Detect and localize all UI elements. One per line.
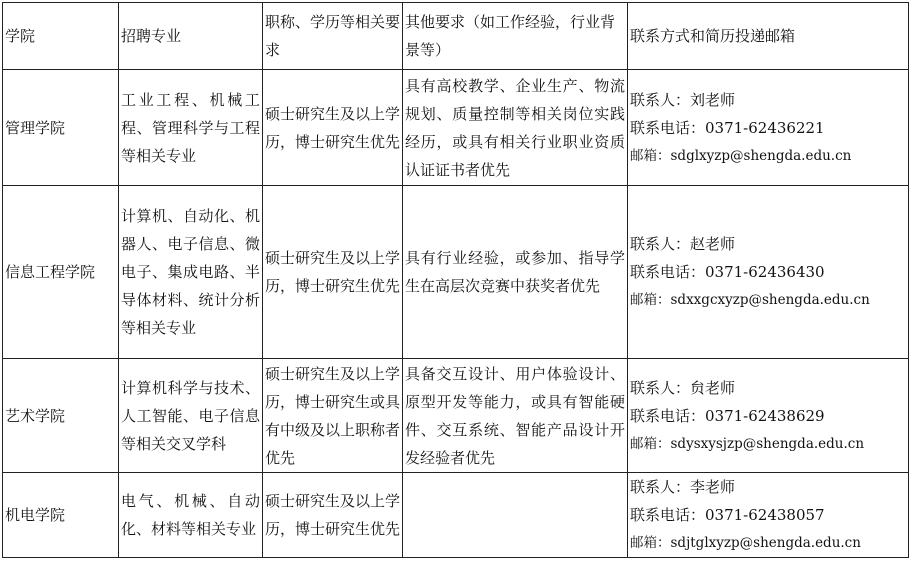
- contact-phone: 联系电话：0371-62438057: [630, 506, 825, 524]
- other-cell: [403, 473, 628, 558]
- contact-person: 联系人：贠老师: [630, 378, 736, 397]
- header-contact: 联系方式和简历投递邮箱: [628, 3, 909, 70]
- contact-person: 联系人：赵老师: [630, 235, 736, 253]
- college-cell: 信息工程学院: [3, 186, 119, 359]
- major-cell: 电气、机械、自动化、材料等相关专业: [119, 473, 263, 558]
- other-cell: 具有高校教学、企业生产、物流规划、质量控制等相关岗位实践经历，或具有相关行业职业资质认证证书者优先: [403, 70, 628, 186]
- contact-email: 邮箱：sdxxgcxyzp@shengda.edu.cn: [630, 292, 870, 308]
- other-cell: 具备交互设计、用户体验设计、原型开发等能力，或具有智能硬件、交互系统、智能产品设计开发经验者优先: [403, 359, 628, 473]
- degree-cell: 硕士研究生及以上学历，博士研究生优先: [263, 473, 403, 558]
- table-row: [3, 186, 909, 359]
- contact-person: 联系人：刘老师: [630, 90, 736, 109]
- college-cell: 管理学院: [3, 70, 119, 186]
- table-header-row: [3, 3, 909, 70]
- contact-phone: 联系电话：0371-62438629: [630, 406, 825, 425]
- recruitment-table: [2, 2, 909, 558]
- major-cell: 工业工程、机械工程、管理科学与工程等相关专业: [119, 70, 263, 186]
- header-college: 学院: [3, 3, 119, 70]
- table-row: [3, 359, 909, 473]
- other-cell: 具有行业经验，或参加、指导学生在高层次竞赛中获奖者优先: [403, 186, 628, 359]
- major-cell: 计算机、自动化、机器人、电子信息、微电子、集成电路、半导体材料、统计分析等相关专业: [119, 186, 263, 359]
- contact-email: 邮箱：sdglxyzp@shengda.edu.cn: [630, 147, 852, 164]
- contact-cell: [628, 186, 909, 359]
- contact-email: 邮箱：sdjtglxyzp@shengda.edu.cn: [630, 535, 861, 551]
- contact-phone: 联系电话：0371-62436221: [630, 118, 825, 137]
- table-row: [3, 70, 909, 186]
- header-other: 其他要求（如工作经验，行业背景等）: [403, 3, 628, 70]
- degree-cell: 硕士研究生及以上学历，博士研究生或具有中级及以上职称者优先: [263, 359, 403, 473]
- degree-cell: 硕士研究生及以上学历，博士研究生优先: [263, 70, 403, 186]
- contact-cell: [628, 70, 909, 186]
- degree-cell: 硕士研究生及以上学历，博士研究生优先: [263, 186, 403, 359]
- major-cell: 计算机科学与技术、人工智能、电子信息等相关交叉学科: [119, 359, 263, 473]
- header-major: 招聘专业: [119, 3, 263, 70]
- contact-cell: [628, 473, 909, 558]
- contact-email: 邮箱：sdysxysjzp@shengda.edu.cn: [630, 435, 865, 452]
- contact-cell: [628, 359, 909, 473]
- college-cell: 艺术学院: [3, 359, 119, 473]
- header-degree: 职称、学历等相关要求: [263, 3, 403, 70]
- contact-person: 联系人：李老师: [630, 478, 736, 496]
- table-row: [3, 473, 909, 558]
- college-cell: 机电学院: [3, 473, 119, 558]
- contact-phone: 联系电话：0371-62436430: [630, 263, 825, 281]
